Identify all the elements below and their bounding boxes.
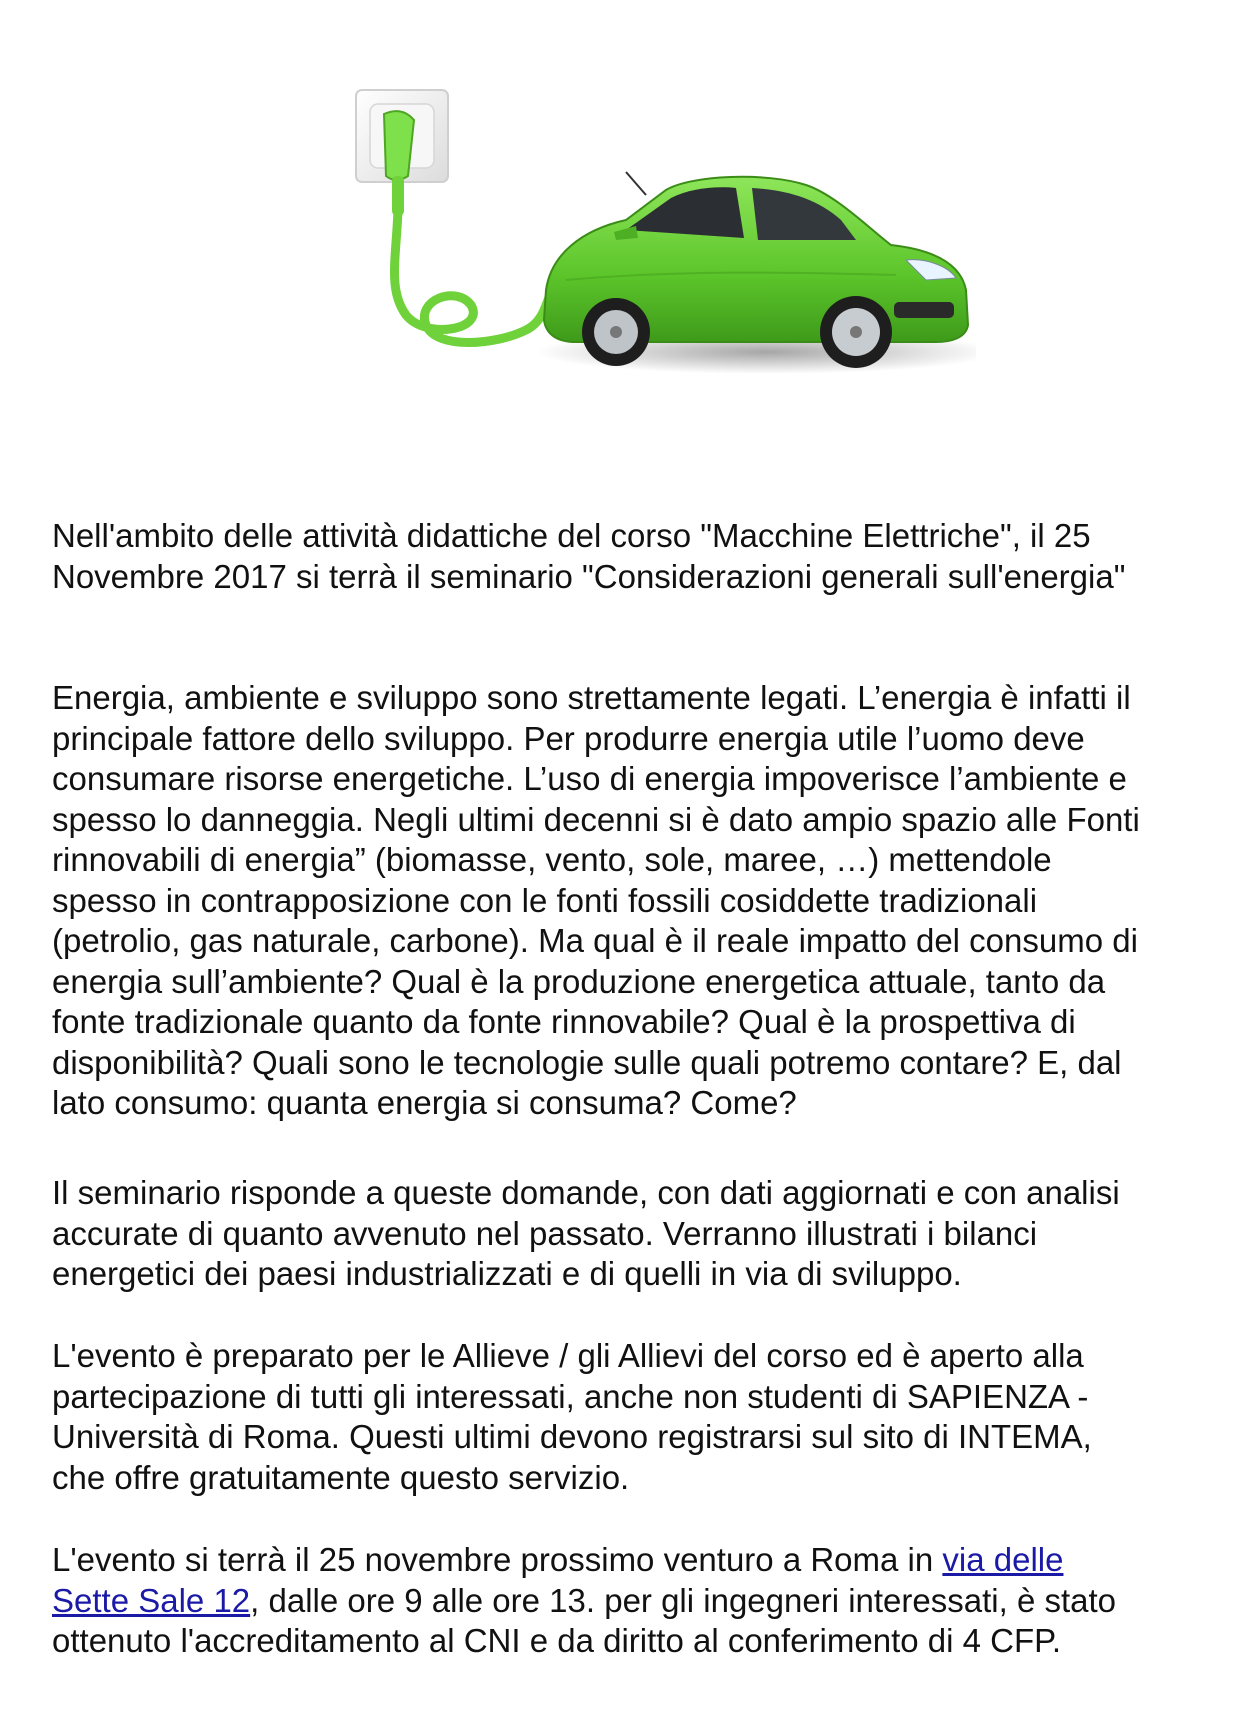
body-paragraph-seminar: Il seminario risponde a queste domande, con dati aggiornati e con analisi accurate di quanto avvenuto nel passato. Verranno illustrati i bilanci energetici dei paesi industrializzati e di quelli in via di sviluppo. bbox=[52, 1174, 1120, 1292]
plug bbox=[384, 111, 414, 216]
electric-car-charging-icon bbox=[296, 80, 976, 440]
body-paragraph-energy: Energia, ambiente e sviluppo sono strettamente legati. L’energia è infatti il principale fattore dello sviluppo. Per produrre energia utile l’uomo deve consumare risorse energetiche. L’uso di energia impoverisce l’ambiente e spesso lo danneggia. Negli ultimi decenni si è dato ampio spazio alle Fonti rinnovabili di energia” (biomasse, vento, sole, maree, …) mettendole spesso in contrapposizione con le fonti fossili cosiddette tradizionali (petrolio, gas naturale, carbone). Ma qual è il reale impatto del consumo di energia sull’ambiente? Qual è la produzione energetica attuale, tanto da fonte tradizionale quanto da fonte rinnovabile? Qual è la prospettiva di disponibilità? Quali sono le tecnologie sulle quali potremo contare? E, dal lato consumo: quanta energia si consuma? Come? bbox=[52, 679, 1140, 1121]
venue-address-link-part1[interactable]: via delle bbox=[942, 1541, 1064, 1578]
venue-address-link-part2[interactable]: Sette Sale 12 bbox=[52, 1581, 251, 1619]
electric-car bbox=[544, 172, 968, 368]
venue-text-before-link: L'evento si terrà il 25 novembre prossimo venturo a Roma in bbox=[52, 1541, 943, 1578]
body-paragraph-venue bbox=[52, 1540, 1222, 1662]
body-paragraph-audience: L'evento è preparato per le Allieve / gli Allievi del corso ed è aperto alla partecipazione di tutti gli interessati, anche non studenti di SAPIENZA - Università di Roma. Questi ultimi devono registrarsi sul sito di INTEMA, che offre gratuitamente questo servizio. bbox=[52, 1337, 1092, 1496]
intro-paragraph: Nell'ambito delle attività didattiche del corso "Macchine Elettriche", il 25 Novembre 2017 si terrà il seminario "Considerazioni generali sull'energia" bbox=[52, 517, 1126, 595]
hero-image bbox=[296, 80, 976, 440]
venue-text-after-link: , dalle ore 9 alle ore 13. per gli ingegneri interessati, è stato ottenuto l'accreditamento al CNI e da diritto al conferimento di 4 CFP. bbox=[52, 1581, 1117, 1659]
